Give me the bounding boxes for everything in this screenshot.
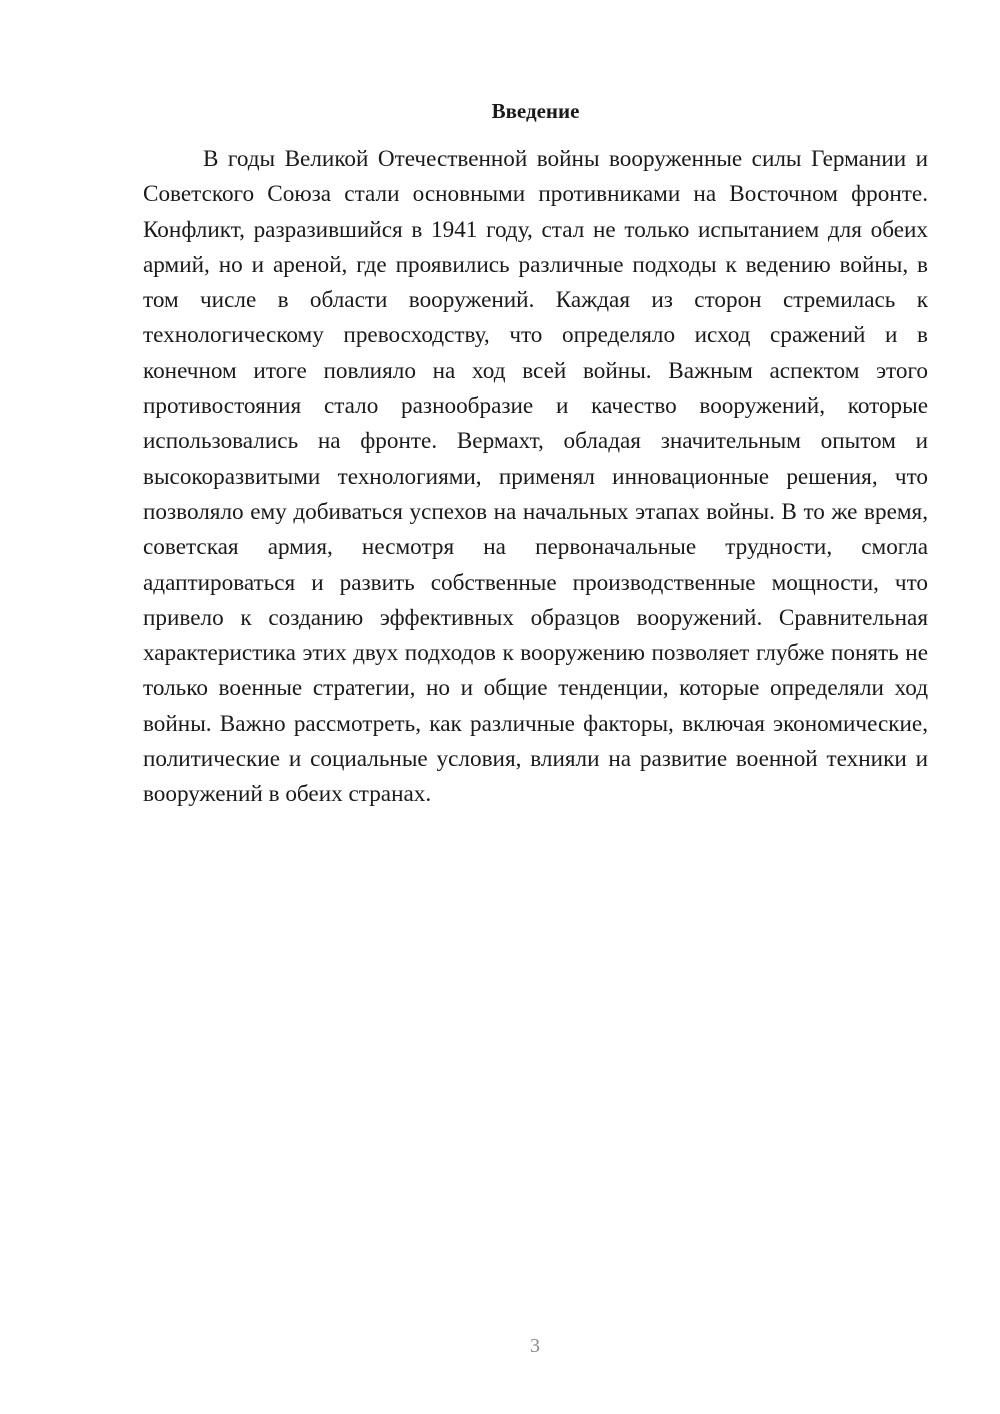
introduction-paragraph: В годы Великой Отечественной войны вооруженные силы Германии и Советского Союза стали основными противниками на Восточном фронте. Конфликт, разразившийся в 1941 году, стал не только испытанием для обеих армий, но и ареной, где проявились различные подходы к ведению войны, в том числе в области вооружений. Каждая из сторон стремилась к технологическому превосходству, что определяло исход сражений и в конечном итоге повлияло на ход всей войны. Важным аспектом этого противостояния стало разнообразие и качество вооружений, которые использовались на фронте. Вермахт, обладая значительным опытом и высокоразвитыми технологиями, применял инновационные решения, что позволяло ему добиваться успехов на начальных этапах войны. В то же время, советская армия, несмотря на первоначальные трудности, смогла адаптироваться и развить собственные производственные мощности, что привело к созданию эффективных образцов вооружений. Сравнительная характеристика этих двух подходов к вооружению позволяет глубже понять не только военные стратегии, но и общие тенденции, которые определяли ход войны. Важно рассмотреть, как различные факторы, включая экономические, политические и социальные условия, влияли на развитие военной техники и вооружений в обеих странах. — [143, 146, 928, 808]
page-number: 3 — [530, 1335, 540, 1357]
section-heading: Введение — [491, 99, 580, 123]
